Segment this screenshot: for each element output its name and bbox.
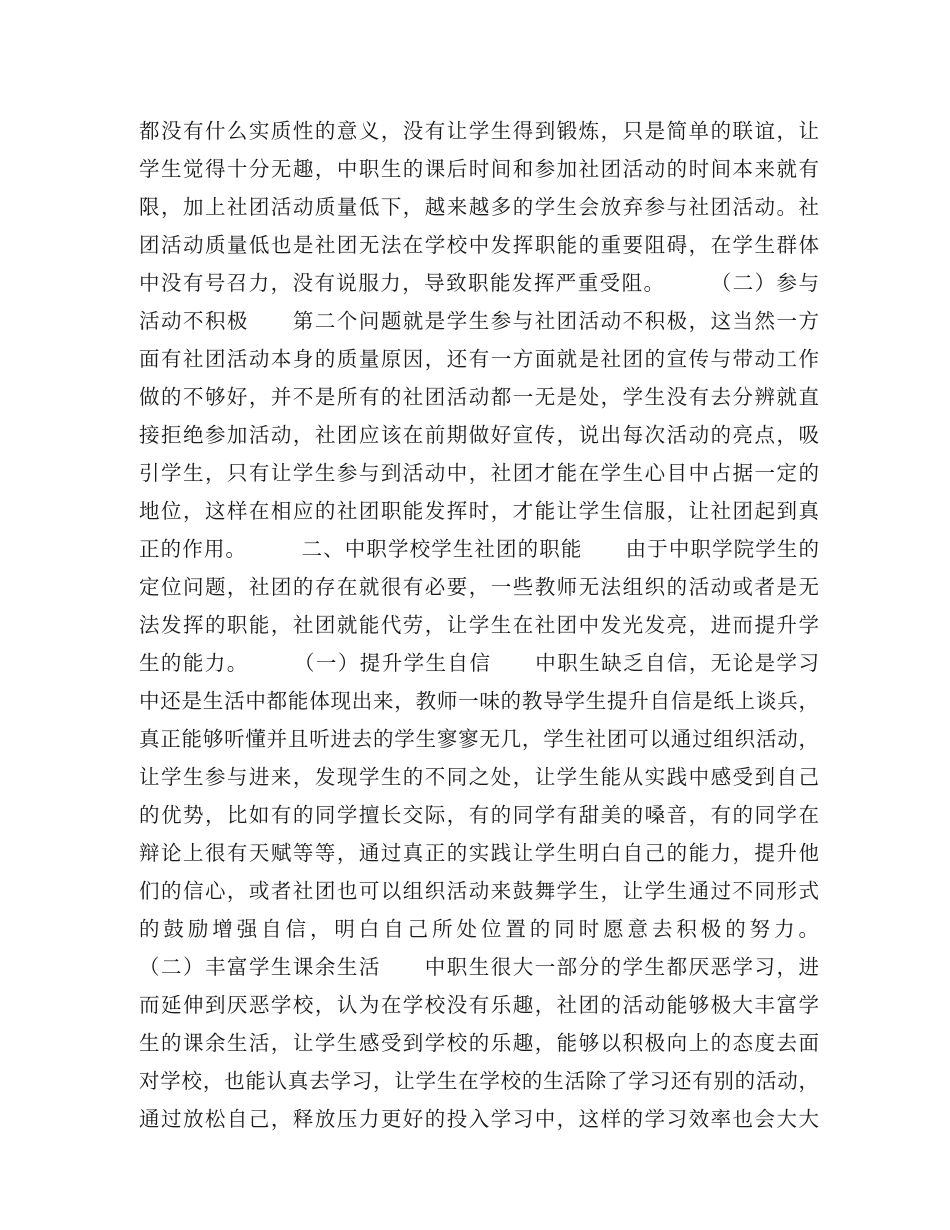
text-line: 中没有号召力，没有说服力，导致职能发挥严重受阻。 （二）参与: [139, 271, 819, 295]
text-line: 辩论上很有天赋等等，通过真正的实践让学生明白自己的能力，提升他: [139, 841, 819, 865]
text-line: 中还是生活中都能体现出来，教师一味的教导学生提升自信是纸上谈兵，: [139, 689, 819, 713]
text-line: 的鼓励增强自信，明白自己所处位置的同时愿意去积极的努力。: [139, 917, 819, 941]
text-line: 地位，这样在相应的社团职能发挥时，才能让学生信服，让社团起到真: [139, 499, 819, 523]
text-line: 学生觉得十分无趣，中职生的课后时间和参加社团活动的时间本来就有: [139, 157, 819, 181]
text-line: 真正能够听懂并且听进去的学生寥寥无几，学生社团可以通过组织活动，: [139, 727, 819, 751]
text-line: 法发挥的职能，社团就能代劳，让学生在社团中发光发亮，进而提升学: [139, 613, 819, 637]
text-line: 定位问题，社团的存在就很有必要，一些教师无法组织的活动或者是无: [139, 575, 819, 599]
text-line: 们的信心，或者社团也可以组织活动来鼓舞学生，让学生通过不同形式: [139, 879, 819, 903]
text-line: 引学生，只有让学生参与到活动中，社团才能在学生心目中占据一定的: [139, 461, 819, 485]
text-line: 限，加上社团活动质量低下，越来越多的学生会放弃参与社团活动。社: [139, 195, 819, 219]
text-line: 面有社团活动本身的质量原因，还有一方面就是社团的宣传与带动工作: [139, 347, 819, 371]
text-line: 团活动质量低也是社团无法在学校中发挥职能的重要阻碍，在学生群体: [139, 233, 819, 257]
text-line: 做的不够好，并不是所有的社团活动都一无是处，学生没有去分辨就直: [139, 385, 819, 409]
text-line: 生的课余生活，让学生感受到学校的乐趣，能够以积极向上的态度去面: [139, 1031, 819, 1055]
text-line: 生的能力。 （一）提升学生自信 中职生缺乏自信，无论是学习: [139, 651, 819, 675]
body-text: [139, 112, 819, 1138]
text-line: 都没有什么实质性的意义，没有让学生得到锻炼，只是简单的联谊，让: [139, 119, 819, 143]
text-line: 的优势，比如有的同学擅长交际，有的同学有甜美的嗓音，有的同学在: [139, 803, 819, 827]
text-line: 活动不积极 第二个问题就是学生参与社团活动不积极，这当然一方: [139, 309, 819, 333]
text-line: （二）丰富学生课余生活 中职生很大一部分的学生都厌恶学习，进: [139, 955, 819, 979]
text-line: 让学生参与进来，发现学生的不同之处，让学生能从实践中感受到自己: [139, 765, 819, 789]
text-line: 而延伸到厌恶学校，认为在学校没有乐趣，社团的活动能够极大丰富学: [139, 993, 819, 1017]
text-line: 通过放松自己，释放压力更好的投入学习中，这样的学习效率也会大大: [139, 1107, 819, 1131]
text-line: 对学校，也能认真去学习，让学生在学校的生活除了学习还有别的活动，: [139, 1069, 819, 1093]
text-line: 接拒绝参加活动，社团应该在前期做好宣传，说出每次活动的亮点，吸: [139, 423, 819, 447]
text-line: 正的作用。 二、中职学校学生社团的职能 由于中职学院学生的: [139, 537, 819, 561]
